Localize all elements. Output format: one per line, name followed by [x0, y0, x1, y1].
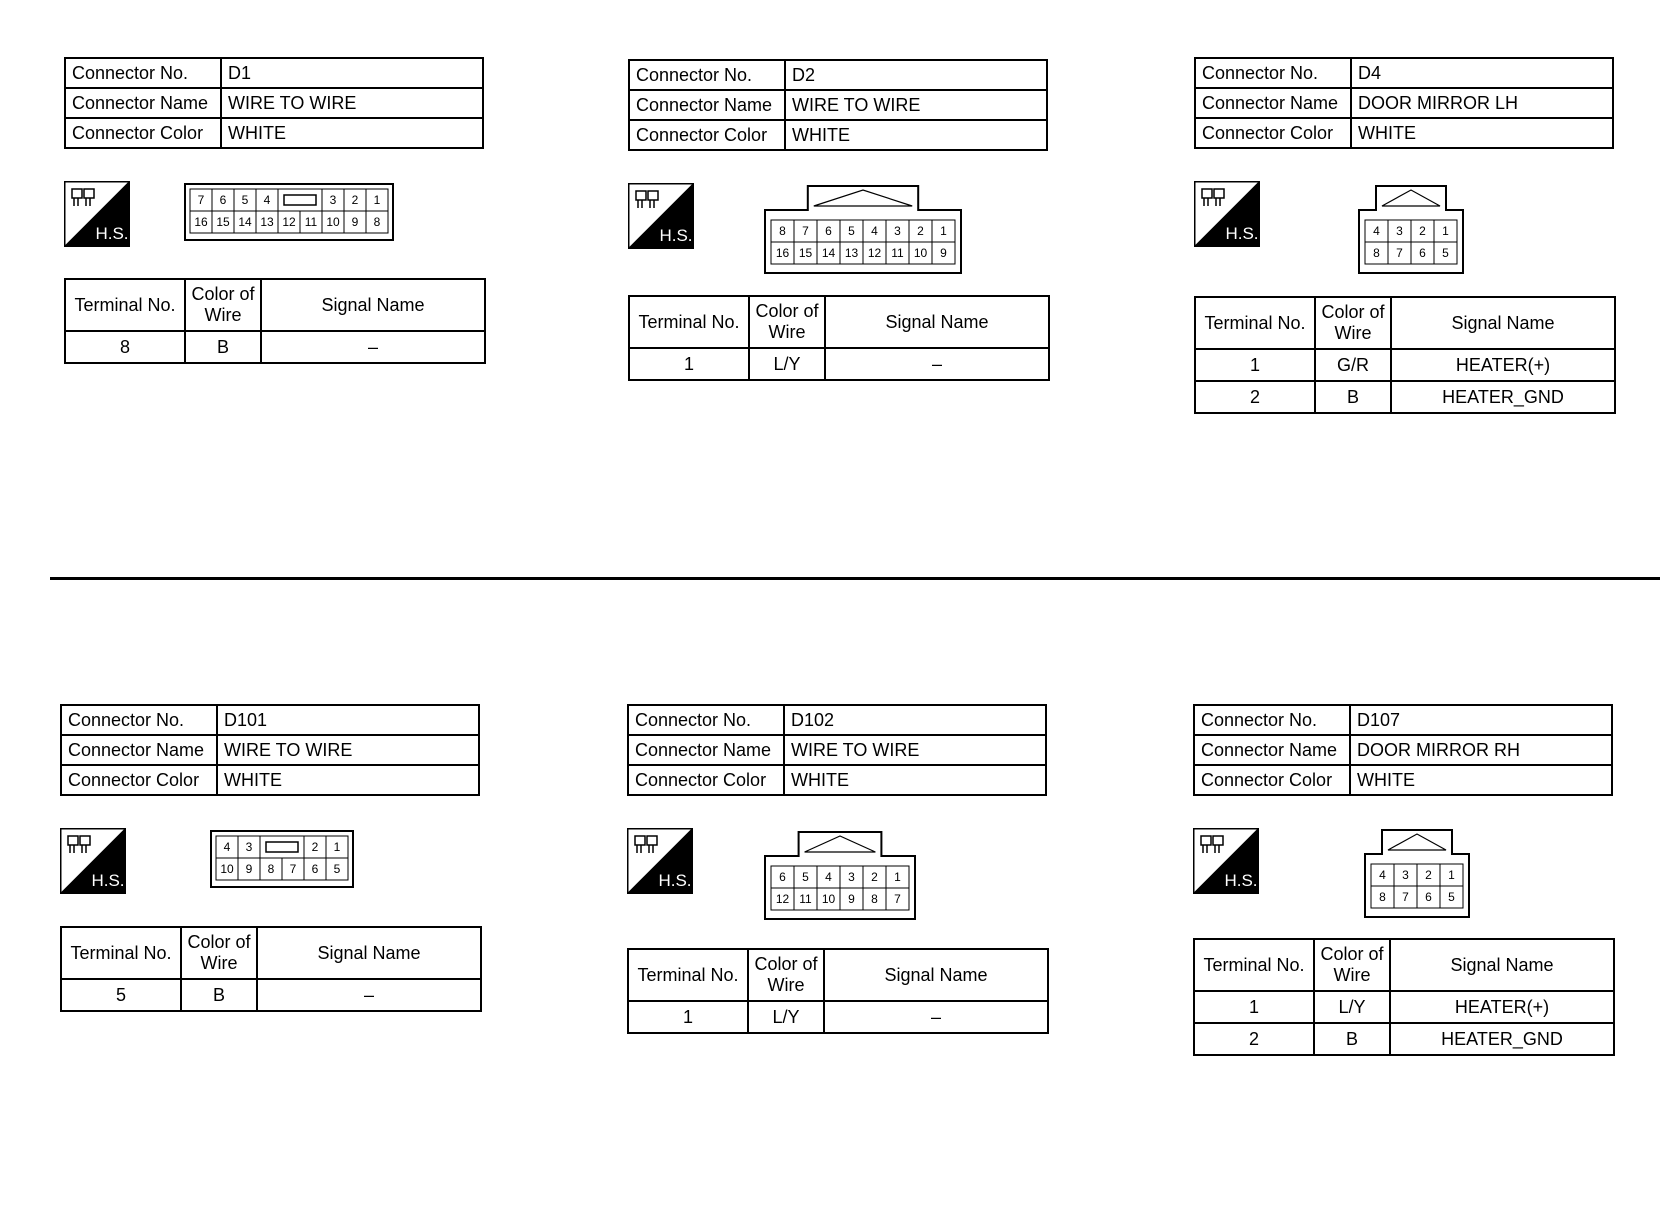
harness-side-svg: [1194, 181, 1260, 247]
signal-name-cell: –: [261, 331, 485, 363]
pin-number: 16: [775, 246, 790, 260]
pin-number: 4: [1379, 868, 1386, 882]
pin-number: 3: [894, 224, 901, 238]
pin-number: 2: [917, 224, 924, 238]
terminal-table-header: [1195, 297, 1615, 349]
wire-color-header-line1: Color of: [1320, 944, 1384, 964]
table-row: [1195, 349, 1615, 381]
hs-label: H.S.: [95, 224, 129, 243]
terminal-no-cell: 1: [629, 348, 749, 380]
connector-no-value: D101: [217, 705, 479, 735]
terminal-no-cell: 1: [1194, 991, 1314, 1023]
connector-face-diagram: [764, 830, 916, 920]
connector-face-svg: [764, 184, 962, 274]
wire-color-header-line1: Color of: [187, 932, 251, 952]
connector-d1: [64, 57, 484, 417]
connector-d107: [1193, 704, 1613, 1064]
terminal-table: [60, 926, 482, 1012]
wire-color-header: [749, 296, 825, 348]
pin-number: 8: [373, 215, 381, 229]
signal-name-header: Signal Name: [261, 279, 485, 331]
terminal-table-header: [628, 949, 1048, 1001]
connector-face-svg: [1364, 828, 1470, 918]
pin-number: 15: [798, 246, 813, 260]
pin-number: 1: [1448, 868, 1455, 882]
pin-number: 2: [311, 840, 319, 854]
connector-color-label: Connector Color: [629, 120, 785, 150]
harness-side-icon: [627, 828, 693, 894]
pin-number: 14: [821, 246, 836, 260]
connector-d102: [627, 704, 1047, 1064]
table-row: [65, 331, 485, 363]
connector-name-label: Connector Name: [61, 735, 217, 765]
signal-name-cell: –: [257, 979, 481, 1011]
pin-number: 5: [241, 193, 249, 207]
signal-name-cell: HEATER_GND: [1391, 381, 1615, 413]
signal-name-header: Signal Name: [1390, 939, 1614, 991]
table-row: [1195, 381, 1615, 413]
pin-number: 5: [1442, 246, 1449, 260]
pin-number: 2: [1425, 868, 1432, 882]
pin-number: 2: [1419, 224, 1426, 238]
hs-label: H.S.: [1225, 224, 1259, 243]
connector-face-diagram: [210, 830, 354, 888]
pin-number: 9: [245, 862, 253, 876]
terminal-no-cell: 2: [1195, 381, 1315, 413]
pin-number: 12: [867, 246, 882, 260]
signal-name-cell: –: [824, 1001, 1048, 1033]
pin-number: 6: [825, 224, 832, 238]
terminal-no-header: Terminal No.: [61, 927, 181, 979]
pin-number: 2: [351, 193, 359, 207]
connector-color-label: Connector Color: [1194, 765, 1350, 795]
pin-number: 8: [779, 224, 786, 238]
wire-color-cell: L/Y: [748, 1001, 824, 1033]
pin-number: 6: [1425, 890, 1432, 904]
pin-number: 7: [197, 193, 205, 207]
pin-number: 11: [799, 892, 812, 906]
connector-color-label: Connector Color: [628, 765, 784, 795]
wire-color-header: [181, 927, 257, 979]
wire-color-cell: B: [1314, 1023, 1390, 1055]
terminal-table-header: [1194, 939, 1614, 991]
connector-color-label: Connector Color: [65, 118, 221, 148]
connector-info-table: [628, 59, 1048, 151]
connector-color-value: WHITE: [785, 120, 1047, 150]
pin-number: 1: [894, 870, 901, 884]
wire-color-cell: G/R: [1315, 349, 1391, 381]
connector-color-label: Connector Color: [61, 765, 217, 795]
wire-color-header: [185, 279, 261, 331]
harness-side-icon: [628, 183, 694, 249]
key-mark: [266, 842, 298, 852]
connector-color-value: WHITE: [1351, 118, 1613, 148]
connector-no-label: Connector No.: [65, 58, 221, 88]
pin-number: 9: [940, 246, 947, 260]
pin-number: 1: [333, 840, 341, 854]
connector-color-value: WHITE: [784, 765, 1046, 795]
harness-side-icon: [1194, 181, 1260, 247]
connector-info-table: [1194, 57, 1614, 149]
signal-name-header: Signal Name: [824, 949, 1048, 1001]
pin-number: 11: [891, 246, 904, 260]
terminal-table-header: [629, 296, 1049, 348]
pin-number: 1: [940, 224, 947, 238]
terminal-no-cell: 5: [61, 979, 181, 1011]
table-row: [629, 348, 1049, 380]
connector-d2: [628, 59, 1048, 419]
key-mark: [284, 195, 316, 205]
connector-face-svg: [764, 830, 916, 920]
connector-info-table: [64, 57, 484, 149]
terminal-no-cell: 1: [1195, 349, 1315, 381]
pin-number: 16: [194, 215, 208, 229]
pin-number: 4: [1373, 224, 1380, 238]
connector-info-table: [1193, 704, 1613, 796]
pin-number: 7: [1402, 890, 1409, 904]
wire-color-header-line1: Color of: [755, 301, 819, 321]
pin-number: 11: [304, 215, 318, 229]
connector-name-value: DOOR MIRROR RH: [1350, 735, 1612, 765]
connector-face-svg: [210, 830, 354, 888]
signal-name-cell: –: [825, 348, 1049, 380]
wire-color-cell: L/Y: [749, 348, 825, 380]
pin-number: 1: [1442, 224, 1449, 238]
hs-label: H.S.: [91, 871, 125, 890]
wire-color-header: [748, 949, 824, 1001]
wire-color-cell: B: [185, 331, 261, 363]
pin-number: 3: [1402, 868, 1409, 882]
connector-info-table: [627, 704, 1047, 796]
wire-color-header-line2: Wire: [1333, 965, 1371, 985]
wire-color-cell: L/Y: [1314, 991, 1390, 1023]
terminal-table-header: [65, 279, 485, 331]
terminal-no-cell: 2: [1194, 1023, 1314, 1055]
terminal-no-cell: 8: [65, 331, 185, 363]
pin-number: 4: [825, 870, 832, 884]
pin-number: 2: [871, 870, 878, 884]
connector-name-value: WIRE TO WIRE: [217, 735, 479, 765]
connector-face-svg: [1358, 184, 1464, 274]
wire-color-header-line2: Wire: [204, 305, 242, 325]
terminal-table-header: [61, 927, 481, 979]
connector-color-value: WHITE: [221, 118, 483, 148]
pin-number: 5: [333, 862, 341, 876]
terminal-table: [628, 295, 1050, 381]
connector-name-value: WIRE TO WIRE: [784, 735, 1046, 765]
pin-number: 5: [1448, 890, 1455, 904]
connector-no-value: D2: [785, 60, 1047, 90]
wire-color-header-line2: Wire: [200, 953, 238, 973]
pin-number: 10: [220, 862, 234, 876]
pin-number: 12: [282, 215, 296, 229]
pin-number: 3: [245, 840, 253, 854]
connector-no-label: Connector No.: [1194, 705, 1350, 735]
wire-color-header-line1: Color of: [1321, 302, 1385, 322]
wire-color-cell: B: [1315, 381, 1391, 413]
pin-number: 5: [802, 870, 809, 884]
harness-side-svg: [60, 828, 126, 894]
pin-number: 7: [802, 224, 809, 238]
terminal-table: [1194, 296, 1616, 414]
connector-info-table: [60, 704, 480, 796]
connector-face-svg: [184, 183, 394, 241]
connector-no-label: Connector No.: [629, 60, 785, 90]
pin-number: 6: [1419, 246, 1426, 260]
harness-side-icon: [64, 181, 130, 247]
wire-color-header-line1: Color of: [754, 954, 818, 974]
connector-face-diagram: [764, 184, 962, 274]
terminal-no-header: Terminal No.: [65, 279, 185, 331]
pin-number: 4: [871, 224, 878, 238]
pin-number: 6: [219, 193, 227, 207]
section-divider: [50, 577, 1660, 580]
pin-number: 9: [848, 892, 855, 906]
wire-color-header-line1: Color of: [191, 284, 255, 304]
wire-color-cell: B: [181, 979, 257, 1011]
connector-d4: [1194, 57, 1614, 417]
connector-no-value: D1: [221, 58, 483, 88]
connector-no-label: Connector No.: [1195, 58, 1351, 88]
hs-label: H.S.: [659, 226, 693, 245]
pin-number: 7: [289, 862, 297, 876]
pin-number: 3: [1396, 224, 1403, 238]
harness-side-svg: [64, 181, 130, 247]
connector-name-value: WIRE TO WIRE: [221, 88, 483, 118]
connector-name-value: WIRE TO WIRE: [785, 90, 1047, 120]
wire-color-header: [1315, 297, 1391, 349]
connector-face-diagram: [1364, 828, 1470, 918]
pin-number: 6: [311, 862, 319, 876]
connector-no-label: Connector No.: [628, 705, 784, 735]
connector-name-value: DOOR MIRROR LH: [1351, 88, 1613, 118]
pin-number: 13: [844, 246, 859, 260]
signal-name-cell: HEATER_GND: [1390, 1023, 1614, 1055]
harness-side-svg: [628, 183, 694, 249]
connector-no-value: D102: [784, 705, 1046, 735]
pin-number: 4: [263, 193, 271, 207]
pin-number: 9: [351, 215, 359, 229]
harness-side-icon: [1193, 828, 1259, 894]
connector-d101: [60, 704, 480, 1064]
connector-no-label: Connector No.: [61, 705, 217, 735]
hs-label: H.S.: [658, 871, 692, 890]
terminal-table: [64, 278, 486, 364]
pin-number: 7: [1396, 246, 1403, 260]
table-row: [1194, 991, 1614, 1023]
pin-number: 10: [821, 892, 836, 906]
connector-name-label: Connector Name: [1194, 735, 1350, 765]
harness-side-svg: [627, 828, 693, 894]
wire-color-header-line2: Wire: [1334, 323, 1372, 343]
connector-color-value: WHITE: [217, 765, 479, 795]
signal-name-cell: HEATER(+): [1390, 991, 1614, 1023]
wire-color-header: [1314, 939, 1390, 991]
pin-number: 13: [260, 215, 274, 229]
connector-name-label: Connector Name: [628, 735, 784, 765]
table-row: [628, 1001, 1048, 1033]
harness-side-icon: [60, 828, 126, 894]
pin-number: 10: [326, 215, 340, 229]
terminal-no-header: Terminal No.: [629, 296, 749, 348]
signal-name-header: Signal Name: [1391, 297, 1615, 349]
connector-name-label: Connector Name: [65, 88, 221, 118]
connector-no-value: D107: [1350, 705, 1612, 735]
pin-number: 8: [1373, 246, 1380, 260]
pin-number: 10: [913, 246, 928, 260]
connector-name-label: Connector Name: [629, 90, 785, 120]
table-row: [61, 979, 481, 1011]
wire-color-header-line2: Wire: [767, 975, 805, 995]
connector-no-value: D4: [1351, 58, 1613, 88]
pin-number: 4: [223, 840, 231, 854]
signal-name-cell: HEATER(+): [1391, 349, 1615, 381]
hs-label: H.S.: [1224, 871, 1258, 890]
terminal-no-header: Terminal No.: [628, 949, 748, 1001]
connector-face-diagram: [184, 183, 394, 241]
pin-number: 8: [1379, 890, 1386, 904]
pin-number: 8: [871, 892, 878, 906]
terminal-table: [1193, 938, 1615, 1056]
pin-number: 3: [329, 193, 337, 207]
connector-color-label: Connector Color: [1195, 118, 1351, 148]
connector-color-value: WHITE: [1350, 765, 1612, 795]
pin-number: 7: [894, 892, 901, 906]
wire-color-header-line2: Wire: [768, 322, 806, 342]
terminal-no-header: Terminal No.: [1195, 297, 1315, 349]
connector-face-diagram: [1358, 184, 1464, 274]
pin-number: 8: [267, 862, 275, 876]
terminal-table: [627, 948, 1049, 1034]
pin-number: 15: [216, 215, 230, 229]
table-row: [1194, 1023, 1614, 1055]
pin-number: 6: [779, 870, 786, 884]
harness-side-svg: [1193, 828, 1259, 894]
signal-name-header: Signal Name: [257, 927, 481, 979]
pin-number: 5: [848, 224, 855, 238]
terminal-no-header: Terminal No.: [1194, 939, 1314, 991]
terminal-no-cell: 1: [628, 1001, 748, 1033]
pin-number: 14: [238, 215, 252, 229]
connector-name-label: Connector Name: [1195, 88, 1351, 118]
signal-name-header: Signal Name: [825, 296, 1049, 348]
pin-number: 12: [775, 892, 790, 906]
pin-number: 1: [373, 193, 381, 207]
pin-number: 3: [848, 870, 855, 884]
